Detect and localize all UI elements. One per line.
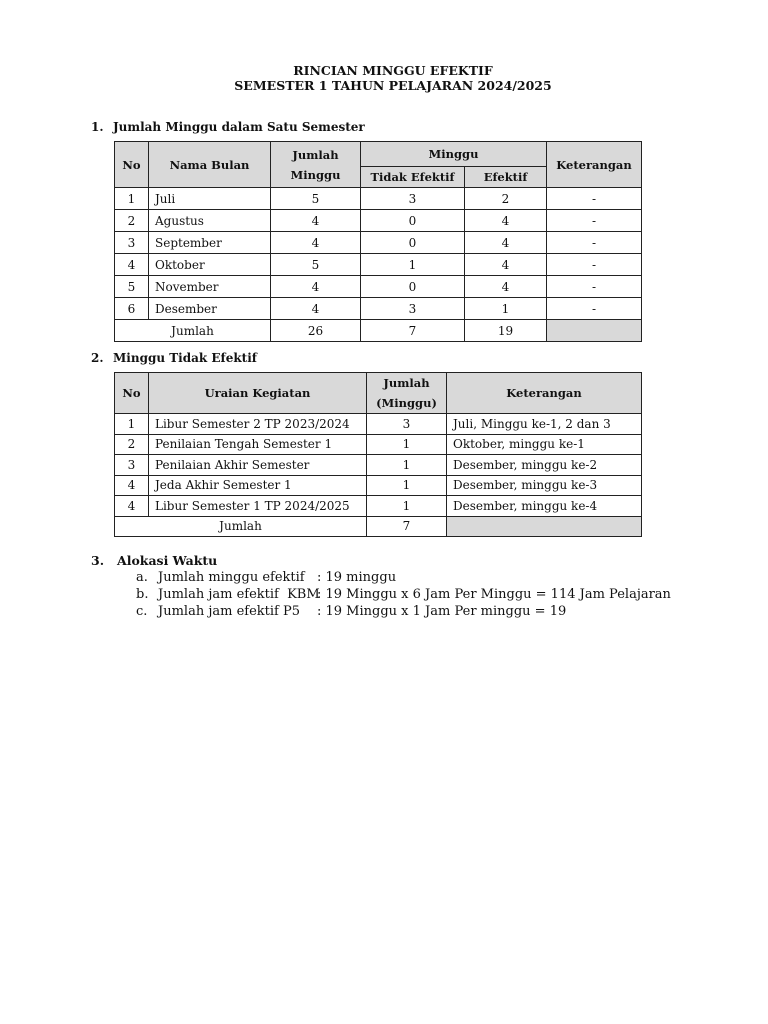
cell-uraian: Libur Semester 2 TP 2023/2024 bbox=[149, 414, 367, 435]
allocation-value: : 19 Minggu x 1 Jam Per minggu = 19 bbox=[317, 604, 567, 619]
allocation-item-b bbox=[136, 586, 671, 603]
cell-jumlah: 4 bbox=[271, 276, 361, 298]
section-3-number: 3. bbox=[91, 553, 105, 568]
cell-tidak-efektif: 1 bbox=[361, 254, 465, 276]
cell-no: 1 bbox=[115, 414, 149, 435]
document-subtitle: SEMESTER 1 TAHUN PELAJARAN 2024/2025 bbox=[234, 78, 552, 93]
cell-keterangan: Desember, minggu ke-4 bbox=[447, 496, 642, 517]
allocation-letter: c. bbox=[136, 604, 148, 619]
cell-uraian: Penilaian Akhir Semester bbox=[149, 455, 367, 476]
cell-no: 2 bbox=[115, 210, 149, 232]
cell-keterangan: - bbox=[547, 232, 642, 254]
cell-jumlah: 1 bbox=[367, 475, 447, 496]
cell-tidak-efektif: 3 bbox=[361, 298, 465, 320]
header-jumlah-minggu bbox=[367, 373, 447, 414]
cell-jumlah: 3 bbox=[367, 414, 447, 435]
cell-jumlah: 5 bbox=[271, 254, 361, 276]
table-row bbox=[115, 455, 642, 476]
total-keterangan-shaded bbox=[547, 320, 642, 342]
section-3-title: Alokasi Waktu bbox=[117, 553, 218, 568]
section-2-heading bbox=[91, 351, 257, 365]
header-jumlah-minggu bbox=[271, 142, 361, 188]
total-tidak-efektif: 7 bbox=[361, 320, 465, 342]
cell-no: 4 bbox=[115, 475, 149, 496]
cell-bulan: September bbox=[149, 232, 271, 254]
cell-keterangan: Desember, minggu ke-2 bbox=[447, 455, 642, 476]
header-keterangan: Keterangan bbox=[447, 373, 642, 414]
table-row bbox=[115, 434, 642, 455]
header-jumlah-line1: Jumlah bbox=[383, 376, 430, 390]
header-efektif: Efektif bbox=[465, 167, 547, 188]
cell-no: 1 bbox=[115, 188, 149, 210]
cell-keterangan: - bbox=[547, 298, 642, 320]
cell-tidak-efektif: 0 bbox=[361, 276, 465, 298]
header-nama-bulan: Nama Bulan bbox=[149, 142, 271, 188]
cell-efektif: 4 bbox=[465, 210, 547, 232]
cell-no: 4 bbox=[115, 254, 149, 276]
cell-no: 5 bbox=[115, 276, 149, 298]
table-row bbox=[115, 254, 642, 276]
cell-uraian: Jeda Akhir Semester 1 bbox=[149, 475, 367, 496]
table-row bbox=[115, 276, 642, 298]
cell-keterangan: - bbox=[547, 188, 642, 210]
cell-jumlah: 1 bbox=[367, 434, 447, 455]
table-row bbox=[115, 188, 642, 210]
cell-keterangan: Juli, Minggu ke-1, 2 dan 3 bbox=[447, 414, 642, 435]
cell-uraian: Libur Semester 1 TP 2024/2025 bbox=[149, 496, 367, 517]
section-1-title: Jumlah Minggu dalam Satu Semester bbox=[113, 120, 365, 134]
cell-keterangan: - bbox=[547, 210, 642, 232]
cell-efektif: 4 bbox=[465, 232, 547, 254]
cell-efektif: 2 bbox=[465, 188, 547, 210]
table-row bbox=[115, 475, 642, 496]
cell-no: 3 bbox=[115, 455, 149, 476]
allocation-item-c bbox=[136, 603, 566, 620]
header-jumlah-line2: (Minggu) bbox=[376, 396, 437, 410]
allocation-label: Jumlah jam efektif KBM bbox=[158, 587, 320, 602]
allocation-item-a bbox=[136, 569, 396, 586]
total-label: Jumlah bbox=[115, 320, 271, 342]
cell-no: 2 bbox=[115, 434, 149, 455]
cell-efektif: 4 bbox=[465, 276, 547, 298]
cell-tidak-efektif: 3 bbox=[361, 188, 465, 210]
cell-no: 3 bbox=[115, 232, 149, 254]
header-minggu: Minggu bbox=[361, 142, 547, 167]
cell-no: 4 bbox=[115, 496, 149, 517]
table-row bbox=[115, 232, 642, 254]
cell-jumlah: 4 bbox=[271, 210, 361, 232]
header-jumlah-line1: Jumlah bbox=[292, 147, 339, 162]
total-row bbox=[115, 320, 642, 342]
table-row bbox=[115, 496, 642, 517]
section-3-heading bbox=[91, 553, 217, 568]
allocation-label: Jumlah minggu efektif bbox=[158, 570, 305, 585]
allocation-letter: b. bbox=[136, 587, 149, 602]
cell-keterangan: Oktober, minggu ke-1 bbox=[447, 434, 642, 455]
allocation-letter: a. bbox=[136, 570, 148, 585]
cell-bulan: Desember bbox=[149, 298, 271, 320]
header-uraian: Uraian Kegiatan bbox=[149, 373, 367, 414]
allocation-value: : 19 minggu bbox=[317, 570, 397, 585]
total-jumlah: 26 bbox=[271, 320, 361, 342]
cell-uraian: Penilaian Tengah Semester 1 bbox=[149, 434, 367, 455]
table-row bbox=[115, 414, 642, 435]
allocation-value: : 19 Minggu x 6 Jam Per Minggu = 114 Jam Pelajaran bbox=[317, 587, 671, 602]
total-label: Jumlah bbox=[115, 516, 367, 537]
cell-bulan: Juli bbox=[149, 188, 271, 210]
weeks-per-semester-table bbox=[114, 141, 642, 342]
cell-tidak-efektif: 0 bbox=[361, 232, 465, 254]
header-no: No bbox=[115, 373, 149, 414]
header-jumlah-line2: Minggu bbox=[290, 167, 341, 182]
total-keterangan-shaded bbox=[447, 516, 642, 537]
header-no: No bbox=[115, 142, 149, 188]
cell-keterangan: Desember, minggu ke-3 bbox=[447, 475, 642, 496]
cell-bulan: November bbox=[149, 276, 271, 298]
header-keterangan: Keterangan bbox=[547, 142, 642, 188]
cell-jumlah: 5 bbox=[271, 188, 361, 210]
section-2-number: 2. bbox=[91, 351, 104, 365]
cell-jumlah: 1 bbox=[367, 455, 447, 476]
non-effective-weeks-table bbox=[114, 372, 642, 537]
section-2-title: Minggu Tidak Efektif bbox=[113, 351, 257, 365]
cell-efektif: 1 bbox=[465, 298, 547, 320]
cell-no: 6 bbox=[115, 298, 149, 320]
cell-jumlah: 1 bbox=[367, 496, 447, 517]
total-jumlah: 7 bbox=[367, 516, 447, 537]
total-efektif: 19 bbox=[465, 320, 547, 342]
table-row bbox=[115, 210, 642, 232]
cell-jumlah: 4 bbox=[271, 232, 361, 254]
section-1-heading bbox=[91, 120, 365, 134]
cell-keterangan: - bbox=[547, 254, 642, 276]
allocation-label: Jumlah jam efektif P5 bbox=[158, 604, 300, 619]
cell-jumlah: 4 bbox=[271, 298, 361, 320]
table-row bbox=[115, 298, 642, 320]
cell-efektif: 4 bbox=[465, 254, 547, 276]
header-tidak-efektif: Tidak Efektif bbox=[361, 167, 465, 188]
cell-tidak-efektif: 0 bbox=[361, 210, 465, 232]
section-1-number: 1. bbox=[91, 120, 104, 134]
cell-bulan: Oktober bbox=[149, 254, 271, 276]
cell-keterangan: - bbox=[547, 276, 642, 298]
document-title: RINCIAN MINGGU EFEKTIF bbox=[293, 63, 493, 78]
cell-bulan: Agustus bbox=[149, 210, 271, 232]
total-row bbox=[115, 516, 642, 537]
